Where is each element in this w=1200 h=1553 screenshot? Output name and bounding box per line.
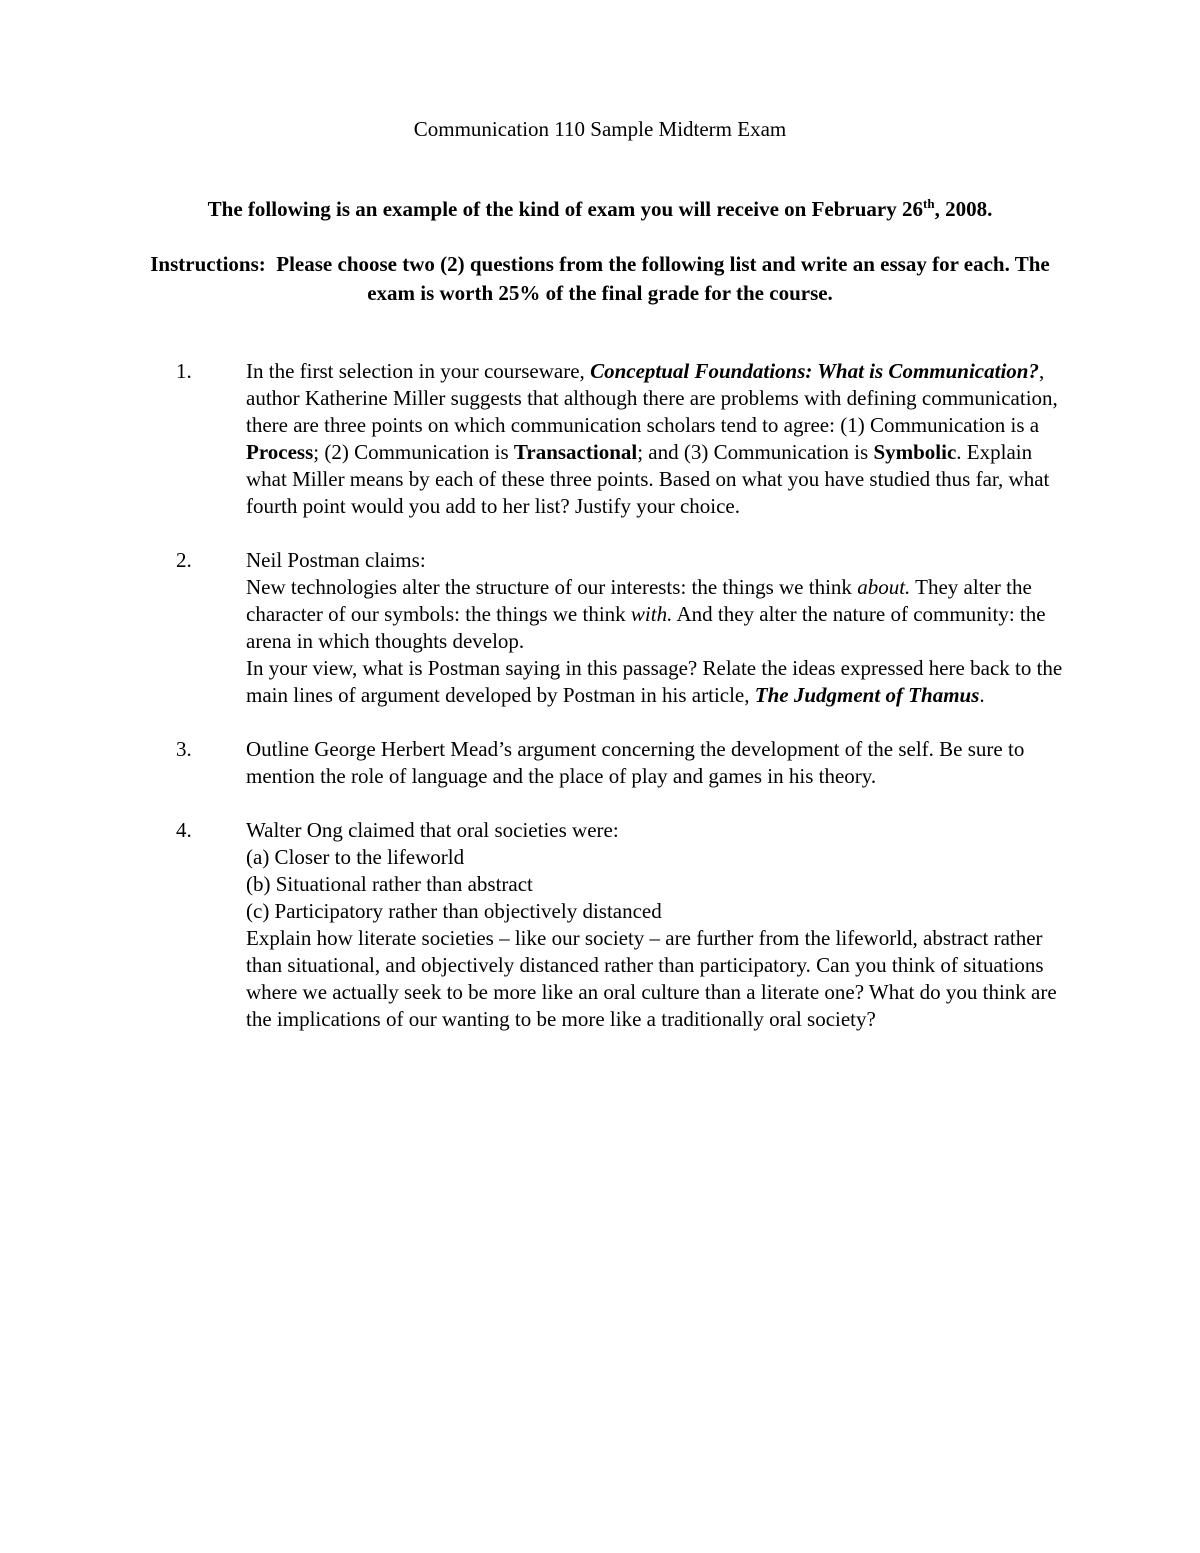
- list-item: (b) Situational rather than abstract: [246, 872, 533, 896]
- reading-title: The Judgment of Thamus: [754, 683, 980, 707]
- question-list: [0, 358, 1200, 1060]
- intro-text-end: , 2008.: [934, 197, 993, 221]
- question-2: [0, 547, 1200, 709]
- emphasis: with.: [630, 602, 673, 626]
- text-run: . Explain what Miller means by each of these three points. Based on what you have studied thus far, what fourth point would you add to her list? Justify your choice.: [246, 440, 1050, 518]
- intro-text: The following is an example of the kind of exam you will receive on February 26: [207, 197, 924, 221]
- emphasis: about.: [857, 575, 911, 599]
- question-body: [246, 547, 1066, 709]
- text-run: , author Katherine Miller suggests that although there are problems with defining communication, there are three points on which communication scholars tend to agree: (1) Communication is a: [246, 359, 1058, 437]
- question-1: [0, 358, 1200, 520]
- instructions-label: Instructions:: [150, 252, 266, 276]
- exam-instructions: [130, 250, 1070, 308]
- instructions-text: Please choose two (2) questions from the following list and write an essay for each. The exam is worth 25% of the final grade for the course.: [276, 252, 1050, 305]
- page-title: Communication 110 Sample Midterm Exam: [413, 117, 787, 141]
- text-run: And they alter the nature of community: the arena in which thoughts develop.: [246, 602, 1046, 653]
- reading-title: Conceptual Foundations: What is Communication?: [590, 359, 1039, 383]
- key-term: Symbolic: [873, 440, 957, 464]
- list-item: (c) Participatory rather than objectively distanced: [246, 899, 662, 923]
- text-run: ; and (3) Communication is: [637, 440, 874, 464]
- intro-superscript: th: [923, 196, 935, 211]
- question-3: [0, 736, 1200, 790]
- question-4: [0, 817, 1200, 1033]
- question-body: [246, 736, 1066, 790]
- question-text: Outline George Herbert Mead’s argument concerning the development of the self. Be sure to mention the role of language and the place of play and games in his theory.: [246, 737, 1025, 788]
- question-text: Explain how literate societies – like our society – are further from the lifeworld, abstract rather than situational, and objectively distanced rather than participatory. Can you think of situations where we actually seek to be more like an oral culture than a literate one? What do you think are the implications of our wanting to be more like a traditionally oral society?: [246, 926, 1057, 1031]
- question-number: 1.: [176, 359, 192, 383]
- question-lead: Walter Ong claimed that oral societies were:: [246, 818, 619, 842]
- text-run: In your view, what is Postman saying in this passage? Relate the ideas expressed here back to the main lines of argument developed by Postman in his article,: [246, 656, 1063, 707]
- question-text: [246, 358, 1066, 520]
- question-body: [246, 358, 1066, 520]
- question-number: 3.: [176, 737, 192, 761]
- text-run: They alter the character of our symbols: the things we think: [246, 575, 1032, 626]
- text-run: New technologies alter the structure of our interests: the things we think: [246, 575, 858, 599]
- text-run: .: [979, 683, 985, 707]
- key-term: Transactional: [513, 440, 638, 464]
- block-quote: [246, 574, 1066, 655]
- text-run: In the first selection in your courseware,: [246, 359, 591, 383]
- question-body: [246, 817, 1066, 1033]
- question-number: 2.: [176, 548, 192, 572]
- list-item: (a) Closer to the lifeworld: [246, 845, 465, 869]
- key-term: Process: [246, 440, 314, 464]
- question-text: [246, 655, 1066, 709]
- question-lead: Neil Postman claims:: [246, 548, 426, 572]
- exam-intro: [0, 196, 1200, 223]
- question-number: 4.: [176, 818, 192, 842]
- text-run: ; (2) Communication is: [313, 440, 514, 464]
